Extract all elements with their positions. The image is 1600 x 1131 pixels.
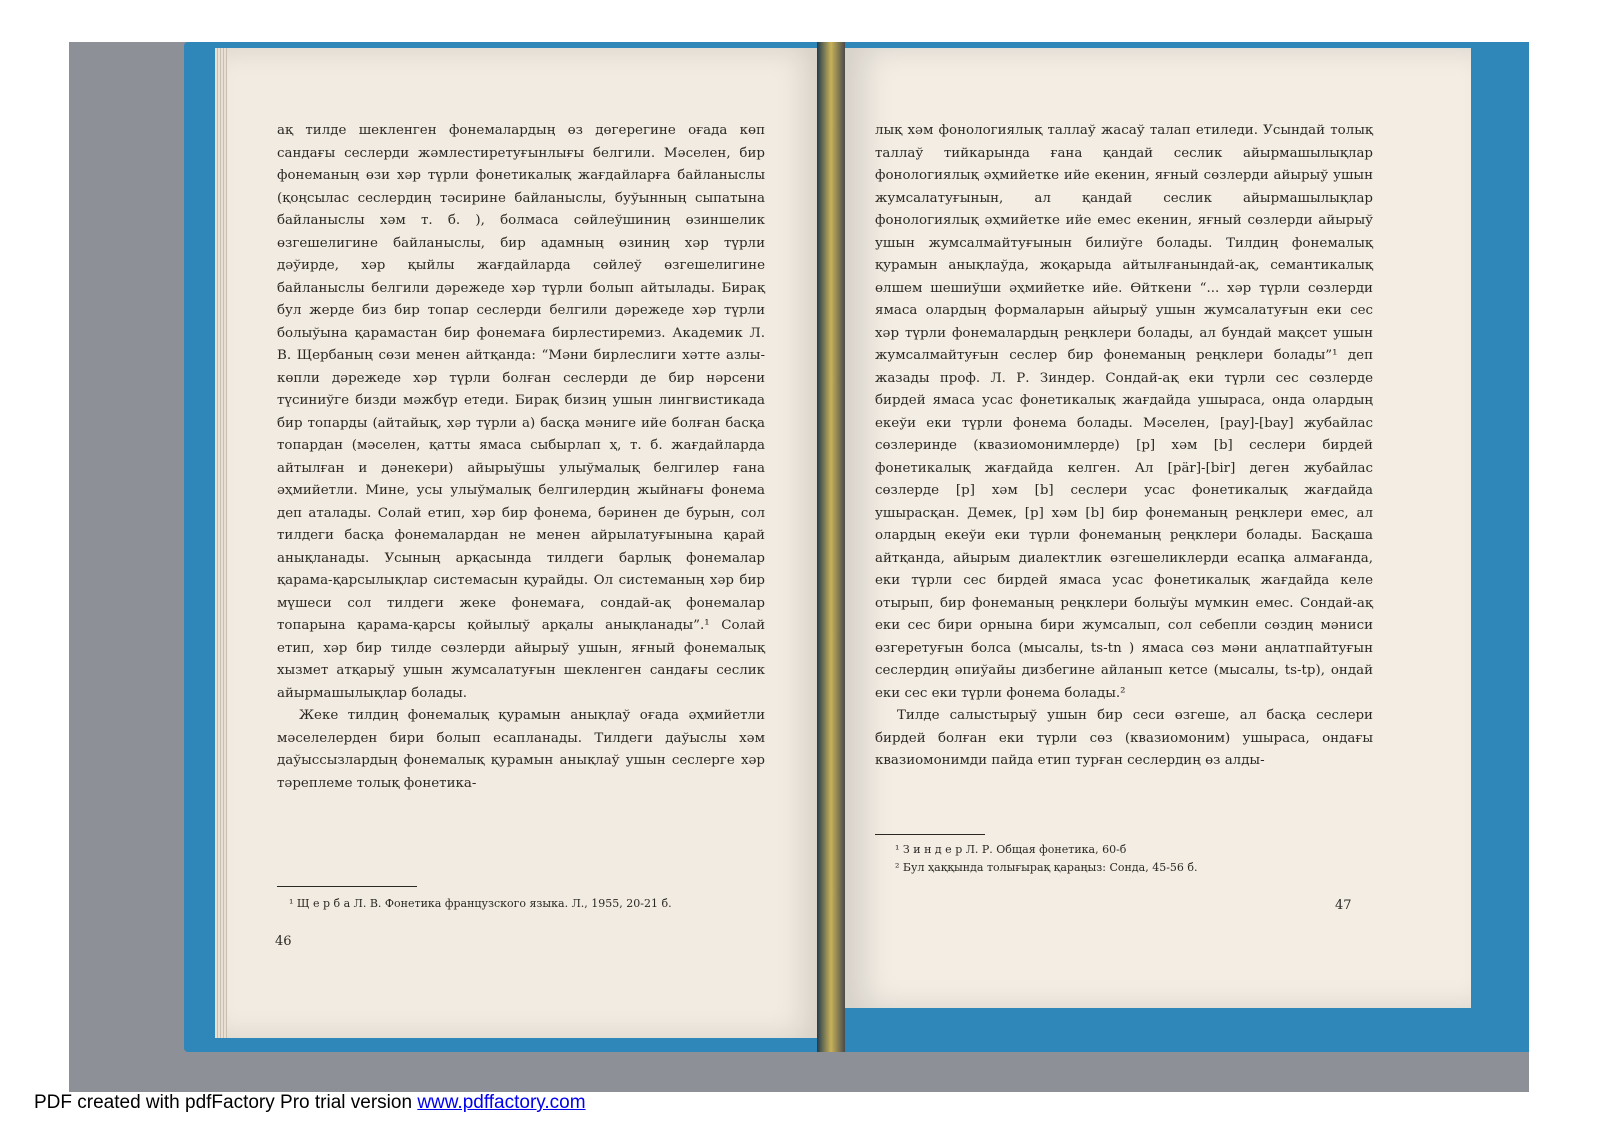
left-footnote-rule [277, 886, 417, 887]
left-page [227, 48, 825, 1038]
right-footnote-1: ¹ З и н д е р Л. Р. Общая фонетика, 60-б [895, 843, 1127, 856]
scanned-book-spread [69, 42, 1529, 1092]
pdf-footer [34, 1092, 586, 1114]
footer-text: PDF created with pdfFactory Pro trial version [34, 1092, 418, 1113]
left-paragraph-2: Жеке тилдиң фонемалық қурамын анықлаў оғада әҳмийетли мәселелерден бири болып есапланады. Тилдеги даўыслы хәм даўыссызлардың фонемалық қурамын анықлаў ушын сеслерге хәр тәреплеме толық фонетика- [277, 708, 765, 791]
right-paragraph-2: Тилде салыстырыў ушын бир сеси өзгеше, ал басқа сеслери бирдей болған еки түрли сөз (квазиомоним) ушыраса, ондағы квазиомонимди пайда етип турған сеслердиң өз алды- [875, 708, 1373, 768]
book-spine [817, 42, 845, 1052]
right-footnote-2: ² Бул ҳаққында толығырақ қараңыз: Сонда, 45-56 б. [895, 861, 1198, 874]
right-page-text [875, 120, 1373, 773]
left-paragraph-1: ақ тилде шекленген фонемалардың өз дөгерегине оғада көп сандағы сеслерди жәмлестиретуғынлығы белгили. Мәселен, бир фонеманың өзи хәр түрли фонетикалық жағдайларға байланыслы (қоңсылас сеслердиң тәсирине байланыслы, буўынның сыпатына байланыслы хәм т. б. ), болмаса сөйлеўшиниң өзиншелик өзгешелигине байланыслы, бир адамның өзиниң хәр түрли дәўирде, хәр қыйлы жағдайларда сөйлеў өзгешелигине байланыслы белгили дәрежеде хәр түрли болып айтылады. Бирақ бул жерде биз бир топар сеслерди белгили дәрежеде хәр түрли болыўына қарамастан бир фонемаға бирлестиремиз. Академик Л. В. Щербаның сөзи менен айтқанда: “Мәни бирлеслиги хәтте азлы-көпли дәрежеде хәр түрли болған сеслерди де бир нәрсени түсиниўге бизди мәжбүр етеди. Бирақ бизиң ушын лингвистикада бир топарды (айтайық, хәр түрли а) басқа мәниге ийе болған басқа топардан (мәселен, қатты ямаса сыбырлап ҳ, т. б. жағдайларда айтылған и дәнекери) айырыўшы улыўмалық белгилер ғана әҳмийетли. Мине, усы улыўмалық белгилердиң жыйнағы фонема деп аталады. Солай етип, хәр бир фонема, бәринен де бурын, сол тилдеги басқа фонемалардан не менен айрылатуғынына қарай анықланады. Усының арқасында тилдеги барлық фонемалар қарама-қарсылықлар системасын қурайды. Ол системаның хәр бир мүшеси сол тилдеги жеке фонемаға, сондай-ақ фонемалар топарына қарама-қарсы қойылыў арқалы анықланады”.¹ Солай етип, хәр бир тилде сөзлерди айырыў ушын, яғный фонемалық хызмет атқарыў ушын жумсалатуғын шекленген сандағы сеслик айырмашылықлар болады. [277, 123, 765, 701]
left-page-text [277, 120, 765, 795]
footer-link[interactable]: www.pdffactory.com [417, 1092, 586, 1113]
right-page [845, 48, 1471, 1008]
left-footnote: ¹ Щ е р б а Л. В. Фонетика французского языка. Л., 1955, 20-21 б. [289, 897, 672, 910]
left-page-number: 46 [275, 934, 292, 949]
right-page-number: 47 [1335, 898, 1352, 913]
right-footnote-rule [875, 834, 985, 835]
right-paragraph-1: лық хәм фонологиялық таллаў жасаў талап етиледи. Усындай толық таллаў тийкарында ғана қандай сеслик айырмашылықлар фонологиялық әҳмийетке ийе екенин, яғный сөзлерди айырыў ушын жумсалатуғынын, ал қандай сеслик айырмашылықлар фонологиялық әҳмийетке ийе емес екенин, яғный сөзлерди айырыў ушын жумсалмайтуғынын билиўге болады. Тилдиң фонемалық қурамын анықлаўда, жоқарыда айтылғанындай-ақ, семантикалық өлшем шешиўши әҳмийетке ийе. Өйткени “... хәр түрли сөзлерди ямаса олардың формаларын айырыў ушын жумсалатуғын еки сес хәр түрли фонемалардың реңклери болады, ал бундай мақсет ушын жумсалмайтуғын сеслер бир фонеманың реңклери болады”¹ деп жазады проф. Л. Р. Зиндер. Сондай-ақ еки түрли сес сөзлерде бирдей ямаса усас фонетикалық жағдайда ушыраса, онда олардың екеўи еки түрли фонема болады. Мәселен, [pay]-[bay] жубайлас сөзлеринде (квазиомонимлерде) [p] хәм [b] сеслери бирдей фонетикалық жағдайда келген. Ал [pär]-[bir] деген жубайлас сөзлерде [p] хәм [b] сеслери усас фонетикалық жағдайда ушырасқан. Демек, [p] хәм [b] бир фонеманың реңклери емес, ал олардың екеўи еки түрли фонеманың реңклери болады. Басқаша айтқанда, айырым диалектлик өзгешеликлерди есапқа алмағанда, еки түрли сес бирдей ямаса усас фонетикалық жағдайда келе отырып, бир фонеманың реңклери болыўы мүмкин емес. Сондай-ақ еки сес бири орнына бири жумсалып, сол себепли сөздиң мәниси өзгеретуғын болса (мысалы, ts-tn ) ямаса сөз мәни аңлатпайтуғын сеслердиң әпиўайы дизбегине айланып кетсе (мысалы, ts-tp), ондай еки сес еки түрли фонема болады.² [875, 123, 1373, 701]
